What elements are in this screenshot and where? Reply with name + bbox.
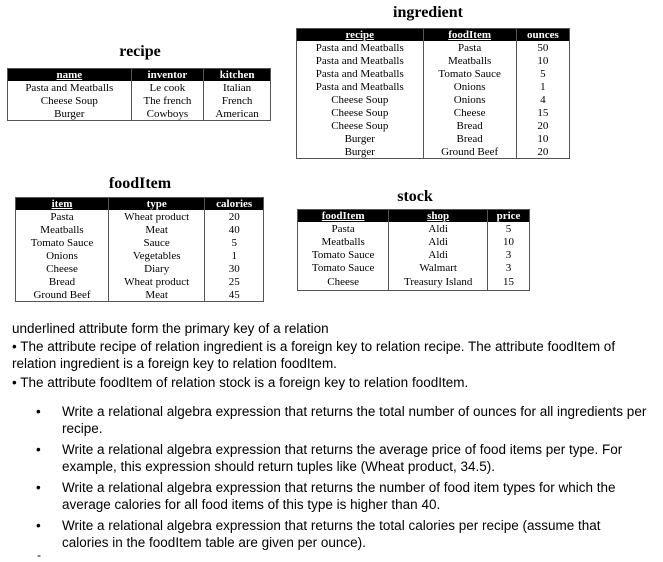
table-row [298, 248, 530, 261]
table-cell: Burger [54, 107, 85, 120]
table-cell: Ground Beef [423, 145, 516, 159]
table-cell: Italian [204, 81, 271, 94]
table-cell: Onions [46, 249, 78, 262]
table-row [297, 132, 570, 145]
table-cell: Aldi [389, 222, 488, 235]
table-cell: 20 [516, 145, 569, 159]
table-cell: 5 [516, 67, 569, 80]
table-row [297, 41, 570, 54]
table-row [298, 235, 530, 248]
fooditem-table [15, 197, 264, 302]
table-cell: 15 [488, 274, 530, 290]
column-header: inventor [131, 69, 204, 82]
table-cell: Meatballs [40, 223, 84, 236]
bullet: • [36, 404, 41, 419]
table-row [297, 145, 570, 159]
table-row [16, 223, 264, 236]
table-cell: Cheese Soup [331, 119, 389, 132]
column-header: calories [205, 198, 264, 211]
table-cell: Cowboys [131, 107, 204, 121]
foreign-key-note-stock: • The attribute foodItem of relation stock is a foreign key to relation foodItem. [12, 375, 469, 390]
table-cell: 40 [205, 223, 264, 236]
table-row [16, 236, 264, 249]
table-cell: Vegetables [109, 249, 205, 262]
table-cell: The french [131, 94, 204, 107]
table-cell: Pasta [50, 210, 74, 223]
bullet: • [36, 442, 41, 457]
table-row [16, 249, 264, 262]
table-cell: 10 [488, 235, 530, 248]
table-cell: Cheese [423, 106, 516, 119]
table-cell: 10 [516, 132, 569, 145]
table-cell: 45 [205, 288, 264, 302]
table-cell: Bread [423, 119, 516, 132]
trailing-dash: - [37, 548, 41, 562]
table-cell: Meat [109, 223, 205, 236]
list-item [36, 441, 648, 475]
table-cell: Cheese Soup [331, 106, 389, 119]
table-row [16, 210, 264, 223]
column-header: item [16, 198, 109, 211]
table-cell: Bread [423, 132, 516, 145]
table-row [297, 119, 570, 132]
table-row [297, 106, 570, 119]
table-row [8, 107, 271, 121]
recipe-table [7, 68, 271, 121]
table-row [298, 261, 530, 274]
table-cell: Meatballs [321, 235, 365, 248]
table-cell: Tomato Sauce [30, 236, 94, 249]
table-cell: 50 [516, 41, 569, 54]
list-item [36, 403, 648, 437]
question-text: Write a relational algebra expression that returns the average price of food items per type. For example, this expression should return tuples like (Wheat product, 34.5). [62, 442, 623, 474]
table-cell: French [204, 94, 271, 107]
table-cell: Burger [344, 132, 375, 145]
column-header: type [109, 198, 205, 211]
fooditem-table-title: foodItem [108, 175, 172, 192]
table-cell: 25 [205, 275, 264, 288]
table-cell: Cheese Soup [331, 93, 389, 106]
list-item [36, 517, 648, 551]
table-cell: Tomato Sauce [311, 248, 375, 261]
ingredient-table [296, 28, 570, 159]
stock-table-title: stock [397, 188, 433, 205]
table-row [297, 54, 570, 67]
table-cell: Burger [344, 145, 375, 158]
table-row [298, 274, 530, 290]
list-item [36, 479, 648, 513]
foreign-key-note-ingredient: • The attribute recipe of relation ingredient is a foreign key to relation recipe. The attribute foodItem of relation ingredient is a foreign key to relation foodItem. [12, 339, 616, 371]
table-row [297, 80, 570, 93]
column-header: shop [389, 210, 488, 223]
table-cell: Pasta and Meatballs [315, 67, 404, 80]
table-cell: 5 [488, 222, 530, 235]
table-cell: 30 [205, 262, 264, 275]
table-row [16, 262, 264, 275]
column-header: ounces [516, 29, 569, 42]
bullet: • [36, 480, 41, 495]
table-row [297, 67, 570, 80]
column-header: kitchen [204, 69, 271, 82]
question-text: Write a relational algebra expression that returns the number of food item types for which the average calories for all food items of this type is higher than 40. [62, 480, 616, 512]
table-row [16, 288, 264, 302]
table-row [298, 222, 530, 235]
column-header: foodItem [298, 210, 389, 223]
table-cell: 3 [488, 261, 530, 274]
table-cell: 20 [205, 210, 264, 223]
table-cell: 4 [516, 93, 569, 106]
table-row [16, 275, 264, 288]
table-cell: 1 [516, 80, 569, 93]
table-cell: Cheese [46, 262, 78, 275]
table-cell: Tomato Sauce [311, 261, 375, 274]
table-cell: 5 [205, 236, 264, 249]
table-cell: Aldi [389, 248, 488, 261]
table-cell: 1 [205, 249, 264, 262]
table-row [8, 81, 271, 94]
question-text: Write a relational algebra expression that returns the total number of ounces for all ingredients per recipe. [62, 404, 647, 436]
table-cell: Pasta and Meatballs [25, 81, 114, 94]
recipe-table-title: recipe [119, 43, 161, 60]
table-cell: 10 [516, 54, 569, 67]
table-cell: Pasta and Meatballs [315, 54, 404, 67]
table-cell: Cheese Soup [40, 94, 98, 107]
table-cell: Treasury Island [389, 274, 488, 290]
table-row [8, 94, 271, 107]
table-cell: Aldi [389, 235, 488, 248]
table-cell: Walmart [389, 261, 488, 274]
table-cell: Wheat product [109, 275, 205, 288]
column-header: foodItem [423, 29, 516, 42]
table-cell: Pasta [331, 222, 355, 235]
column-header: recipe [297, 29, 424, 42]
primary-key-note: underlined attribute form the primary key of a relation [12, 321, 329, 336]
table-cell: Pasta [423, 41, 516, 54]
table-cell: Sauce [109, 236, 205, 249]
table-cell: Wheat product [109, 210, 205, 223]
table-cell: Pasta and Meatballs [315, 41, 404, 54]
stock-table [297, 209, 530, 291]
bullet: • [36, 518, 41, 533]
table-cell: Onions [423, 80, 516, 93]
table-cell: 15 [516, 106, 569, 119]
ingredient-table-title: ingredient [393, 4, 463, 21]
table-cell: Pasta and Meatballs [315, 80, 404, 93]
table-cell: Meatballs [423, 54, 516, 67]
question-list [36, 403, 648, 555]
table-cell: Ground Beef [33, 288, 91, 301]
table-cell: 3 [488, 248, 530, 261]
table-cell: Cheese [327, 275, 360, 288]
table-cell: Bread [48, 275, 76, 288]
table-cell: Tomato Sauce [423, 67, 516, 80]
table-cell: Meat [109, 288, 205, 302]
table-cell: Onions [423, 93, 516, 106]
table-cell: Le cook [131, 81, 204, 94]
column-header: name [8, 69, 132, 82]
column-header: price [488, 210, 530, 223]
question-text: Write a relational algebra expression that returns the total calories per recipe (assume that calories in the foodItem table are given per ounce). [62, 518, 601, 550]
table-cell: Diary [109, 262, 205, 275]
table-row [297, 93, 570, 106]
table-cell: American [204, 107, 271, 121]
table-cell: 20 [516, 119, 569, 132]
